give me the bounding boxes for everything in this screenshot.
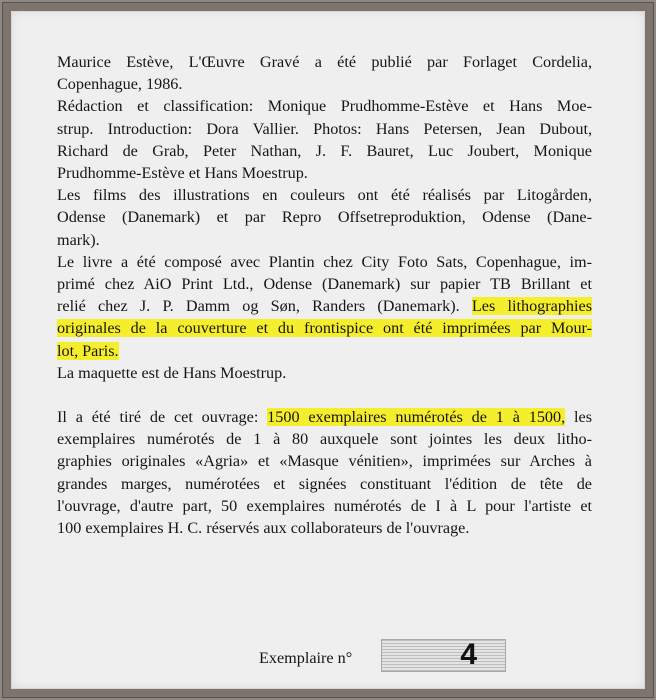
- colophon-line: 100 exemplaires H. C. réservés aux collaborateurs de l'ouvrage.: [57, 519, 470, 538]
- exemplaire-label: Exemplaire n°: [259, 649, 353, 667]
- colophon-line: Les films des illustrations en couleurs ont été réalisés par Litogården,: [57, 186, 592, 205]
- colophon-line: Maurice Estève, L'Œuvre Gravé a été publié par Forlaget Cordelia,: [57, 53, 592, 71]
- highlighted-text: 1500 exemplaires numérotés de 1 à 1500,: [267, 408, 566, 427]
- colophon-line: Odense (Danemark) et par Repro Offsetreproduktion, Odense (Dane-: [57, 208, 592, 227]
- colophon-line: primé chez AiO Print Ltd., Odense (Danemark) sur papier TB Brillant et: [57, 275, 592, 294]
- colophon-text-segment: les: [565, 408, 592, 427]
- colophon-text-segment: relié chez J. P. Damm og Søn, Randers (Danemark).: [57, 297, 472, 316]
- colophon-line: Richard de Grab, Peter Nathan, J. F. Bauret, Luc Joubert, Monique: [57, 141, 592, 160]
- colophon-line: [57, 406, 592, 428]
- colophon-line: [57, 295, 592, 317]
- colophon-line: exemplaires numérotés de 1 à 80 auxquele sont jointes les deux litho-: [57, 430, 592, 449]
- colophon-line: l'ouvrage, d'autre part, 50 exemplaires numérotés de I à L pour l'artiste et: [57, 496, 592, 515]
- colophon-line: Rédaction et classification: Monique Prudhomme-Estève et Hans Moe-: [57, 97, 592, 116]
- exemplaire-number: 4: [460, 638, 477, 671]
- colophon-text: [57, 51, 592, 539]
- colophon-line: [57, 340, 592, 362]
- photo-frame: [2, 2, 654, 698]
- colophon-line: Copenhague, 1986.: [57, 75, 183, 94]
- colophon-line: strup. Introduction: Dora Vallier. Photos: Hans Petersen, Jean Dubout,: [57, 119, 592, 138]
- highlighted-text: lot, Paris.: [57, 341, 119, 360]
- paragraph-gap: [57, 384, 592, 406]
- colophon-line: Le livre a été composé avec Plantin chez City Foto Sats, Copenhague, im-: [57, 252, 592, 271]
- colophon-line: [57, 317, 592, 339]
- colophon-line: La maquette est de Hans Moestrup.: [57, 363, 287, 382]
- colophon-line: graphies originales «Agria» et «Masque vénitien», imprimées sur Arches à: [57, 452, 592, 471]
- colophon-line: mark).: [57, 230, 100, 249]
- exemplaire-number-box: [381, 639, 506, 672]
- colophon-line: grandes marges, numérotées et signées constituant l'édition de tête de: [57, 474, 592, 493]
- colophon-line: Prudhomme-Estève et Hans Moestrup.: [57, 164, 308, 183]
- highlighted-text: originales de la couverture et du frontispice ont été imprimées par Mour-: [57, 319, 592, 338]
- colophon-text-segment: Il a été tiré de cet ouvrage:: [57, 408, 268, 427]
- book-page: [11, 11, 645, 689]
- highlighted-text: Les lithographies: [471, 297, 592, 316]
